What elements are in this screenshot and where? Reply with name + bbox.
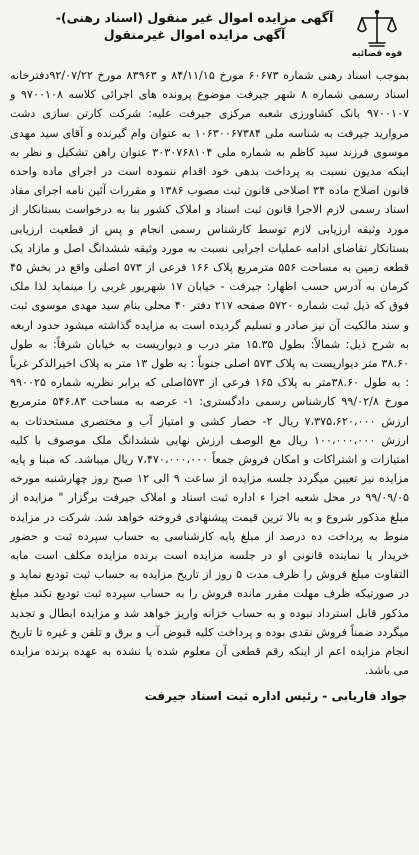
notice-title: آگهی مزایده اموال غیر منقول (اسناد رهنی)- [55, 10, 334, 25]
judiciary-emblem [351, 8, 403, 62]
emblem-caption: قوه قضائیه [351, 49, 403, 59]
scales-of-justice-icon [357, 8, 397, 50]
notice-signature: جواد فاریابی - رئیس اداره ثبت اسناد جیرفت [144, 688, 407, 703]
notice-header [10, 6, 409, 64]
notice-body: بموجب اسناد رهنی شماره ۶۰۶۷۳ مورخ ۸۴/۱۱/۱۵ و ۸۳۹۶۳ مورخ ۹۲/۰۷/۲۲دفترخانه اسناد رسمی شماره ۸ شهر جیرفت موضوع پرونده های اجرائی کلاسه ۹۷۰۰۱۰۸ و ۹۷۰۰۱۰۷ بانک کشاورزی شعبه مرکزی جیرفت علیه: شرکت کارتن سازی دشت مروارید جیرفت به شناسه ملی ۱۰۶۳۰۰۶۷۳۸۴ به عنوان وام گیرنده و آقای سید مهدی موسوی فرزند سید کاظم به شماره ملی ۳۰۳۰۷۶۸۱۰۴ عنوان راهن تشکیل و نظر به اینکه مدیون نسبت به پرداخت بدهی خود اقدام ننموده است در اجرای ماده واحده قانون اصلاح ماده ۳۴ اصلاحی قانون ثبت مصوب ۱۳۸۶ و مقررات آئین نامه اجرای مفاد اسناد رسمی لازم الاجرا قانون ثبت اسناد و املاک کشور بنا به درخواست بستانکار از مورد وثیقه ارزیابی لازم توسط کارشناس رسمی انجام و پس از قطعیت ارزیابی بستانکار تقاضای ادامه عملیات اجرایی نسبت به مورد وثیقه ششدانگ اصل و مازاد یک قطعه زمین به مساحت ۵۵۶ مترمربع پلاک ۱۶۶ فرعی از ۵۷۳ اصلی واقع در بخش ۴۵ کرمان به آدرس حسب اظهار: جیرفت - خیابان ۱۷ شهریور غربی را مینماید لذا ملک فوق که ذیل ثبت شماره ۵۷۲۰ صفحه ۲۱۷ دفتر ۴۰ محلی بنام سید مهدی موسوی ثبت و سند مالکیت آن نیز صادر و تسلیم گردیده است به مزایده گذاشته میشود حدود اربعه به شرح ذیل: شمالاً: بطول ۱۵.۳۵ متر درب و دیواریست به خیابان شرقاً: به طول ۳۸.۶۰ متر دیواریست به پلاک ۵۷۳ اصلی جنوباً : به طول ۱۳ متر به پلاک اخیرالذکر غرباً : به طول ۳۸.۶۰متر به پلاک ۱۶۵ فرعی از ۵۷۳اصلی که برابر نظریه شماره ۹۹۰۰۲۵ مورخ ۹۹/۰۲/۸ کارشناس رسمی دادگستری: ۱- عرصه به مساحت ۵۴۶.۸۳ مترمربع ارزش ۷،۳۷۵،۶۲۰،۰۰۰ ریال ۲- حصار کشی و امتیاز آب و مختصری مستحدثات به ارزش ۱۰۰،۰۰۰،۰۰۰ ریال مع الوصف ارزش نهایی ششدانگ ملک موصوف با کلیه امتیازات و اشتراکات و امکان فروش جمعاً ۷،۴۷۰،۰۰۰،۰۰۰ ریال میباشد. که مبنا و پایه مزایده نیز تعیین میگردد جلسه مزایده از ساعت ۹ الی ۱۲ صبح روز چهارشنبه مورخه ۹۹/۰۹/۰۵ در محل شعبه اجرا ء اداره ثبت اسناد و املاک جیرفت برگزار " مزایده از مبلغ مذکور شروع و به بالا ترین قیمت پیشنهادی فروخته خواهد شد. شرکت در مزایده منوط به پرداخت ده درصد از مبلغ پایه کارشناسی به حساب سپرده ثبت و حضور خریدار یا نماینده قانونی او در جلسه مزایده است برنده مزایده مکلف است مابه التفاوت مبلغ فروش را ظرف مدت ۵ روز از تاریخ مزایده به حساب ثبت تودیع نماید و در صورتیکه ظرف مهلت مقرر مانده فروش را به حساب سپرده ثبت تودیع نکند مبلغ مذکور قابل استرداد نبوده و به حساب خزانه واریز خواهد شد و مزایده ابطال و تجدید میگردد ضمناً فروش نقدی بوده و پرداخت کلیه قبوض آب و برق و تلفن و غیره تا تاریخ انجام مزایده اعم از اینکه رقم قطعی آن معلوم شده یا نشده به عهده برنده مزایده می باشد. [10, 69, 410, 678]
notice-titles [50, 9, 339, 43]
notice-subtitle: آگهی مزایده اموال غیرمنقول [103, 27, 286, 42]
